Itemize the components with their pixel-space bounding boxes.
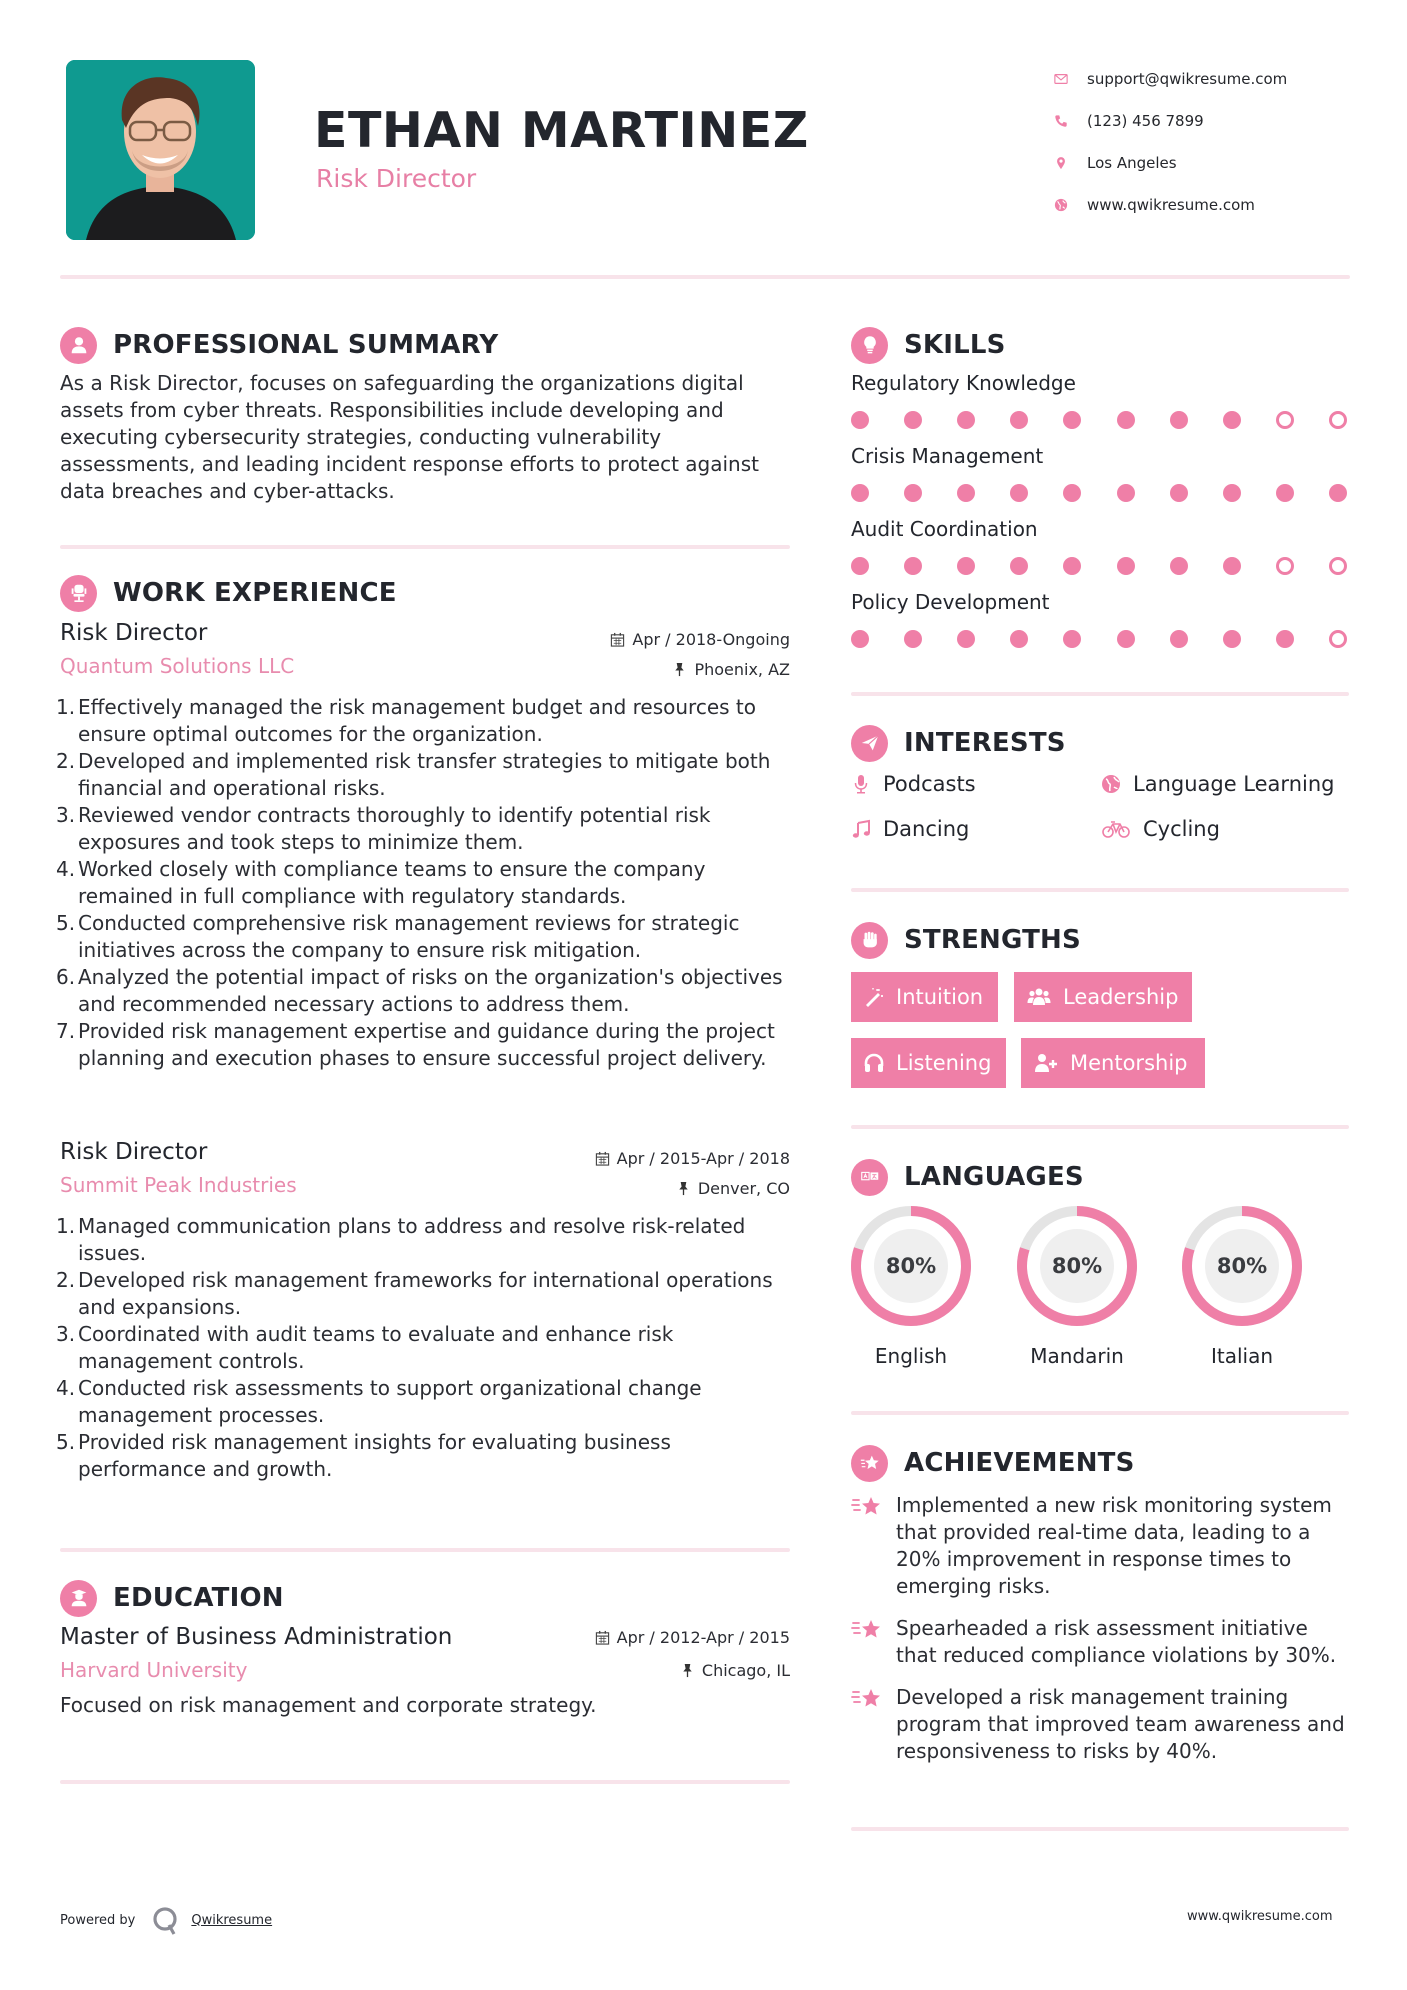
skill-item bbox=[851, 443, 1347, 516]
pushpin-icon bbox=[676, 1181, 691, 1196]
rating-dot-filled bbox=[1329, 484, 1347, 502]
duty-item: Conducted risk assessments to support organizational change management processes. bbox=[78, 1376, 702, 1427]
duty-item: Analyzed the potential impact of risks on the organization's objectives and recommended necessary actions to address them. bbox=[78, 965, 783, 1016]
powered-by-text: Powered by bbox=[60, 1912, 136, 1928]
qwikresume-link[interactable]: Qwikresume bbox=[191, 1912, 273, 1928]
rating-dot-filled bbox=[904, 484, 922, 502]
summary-divider bbox=[60, 545, 790, 549]
duty-item: Coordinated with audit teams to evaluate and enhance risk management controls. bbox=[78, 1322, 674, 1373]
contact-phone[interactable] bbox=[1054, 100, 1287, 142]
education-location bbox=[680, 1661, 790, 1680]
rating-dot-filled bbox=[904, 630, 922, 648]
job-duties bbox=[60, 1213, 790, 1483]
rating-dot-filled bbox=[904, 557, 922, 575]
contact-location-text: Los Angeles bbox=[1087, 154, 1177, 172]
rating-dot-filled bbox=[1170, 557, 1188, 575]
rating-dot-filled bbox=[1063, 411, 1081, 429]
education-title: EDUCATION bbox=[113, 1583, 284, 1613]
language-item bbox=[1181, 1205, 1303, 1368]
interest-item bbox=[851, 770, 1101, 797]
interest-label: Cycling bbox=[1143, 816, 1220, 841]
rating-dot-filled bbox=[957, 411, 975, 429]
translate-icon bbox=[851, 1159, 888, 1196]
duty-item: Effectively managed the risk management budget and resources to ensure optimal outcomes for the organization. bbox=[78, 695, 756, 746]
rating-dot-filled bbox=[1223, 484, 1241, 502]
lightbulb-icon bbox=[851, 327, 888, 364]
rating-dot-filled bbox=[1223, 557, 1241, 575]
achievement-item bbox=[851, 1615, 1351, 1669]
rating-dot-filled bbox=[1223, 411, 1241, 429]
rating-dot-filled bbox=[1276, 484, 1294, 502]
job-dates bbox=[610, 630, 790, 649]
pushpin-icon bbox=[680, 1663, 695, 1678]
skill-rating bbox=[851, 543, 1347, 589]
job-entry bbox=[60, 1139, 790, 1483]
strength-chip-listening bbox=[851, 1038, 1006, 1088]
job-duties bbox=[60, 694, 790, 1072]
duty-item: Conducted comprehensive risk management reviews for strategic initiatives across the company to ensure risk mitigation. bbox=[78, 911, 740, 962]
education-dates-text: Apr / 2012-Apr / 2015 bbox=[616, 1628, 790, 1647]
rating-dot-filled bbox=[1276, 630, 1294, 648]
graduate-icon bbox=[60, 1580, 97, 1617]
rating-dot-filled bbox=[851, 411, 869, 429]
candidate-name: ETHAN MARTINEZ bbox=[314, 102, 809, 159]
summary-heading bbox=[60, 325, 498, 365]
envelope-icon bbox=[1054, 72, 1068, 86]
interests-divider bbox=[851, 888, 1349, 892]
rating-dot-filled bbox=[904, 411, 922, 429]
headphones-icon bbox=[863, 1052, 885, 1074]
rating-dot-filled bbox=[957, 557, 975, 575]
languages-title: LANGUAGES bbox=[904, 1162, 1084, 1192]
rating-dot-filled bbox=[851, 484, 869, 502]
experience-divider bbox=[60, 1548, 790, 1552]
language-name: English bbox=[874, 1344, 948, 1368]
microphone-icon bbox=[851, 774, 871, 794]
music-note-icon bbox=[851, 819, 871, 839]
job-location-text: Denver, CO bbox=[697, 1179, 790, 1198]
skill-item bbox=[851, 589, 1347, 662]
rating-dot-filled bbox=[957, 630, 975, 648]
skill-name: Policy Development bbox=[851, 590, 1050, 614]
footer-powered-by bbox=[60, 1905, 272, 1935]
job-role: Risk Director bbox=[60, 1139, 208, 1165]
education-heading bbox=[60, 1578, 284, 1618]
duty-item: Provided risk management expertise and guidance during the project planning and execution phases to ensure successful project delivery. bbox=[78, 1019, 775, 1070]
experience-title: WORK EXPERIENCE bbox=[113, 578, 397, 608]
achievement-text: Implemented a new risk monitoring system that provided real-time data, leading to a 20% improvement in response times to emerging risks. bbox=[896, 1493, 1332, 1598]
calendar-icon bbox=[610, 632, 625, 647]
job-dates bbox=[595, 1149, 790, 1168]
degree: Master of Business Administration bbox=[60, 1624, 453, 1650]
contact-website-text: www.qwikresume.com bbox=[1087, 196, 1255, 214]
map-pin-icon bbox=[1054, 156, 1068, 170]
language-progress-ring bbox=[850, 1205, 972, 1327]
rating-dot-filled bbox=[1117, 630, 1135, 648]
skills-heading bbox=[851, 325, 1006, 365]
shooting-star-icon bbox=[851, 1617, 883, 1645]
rating-dot-empty bbox=[1276, 557, 1294, 575]
experience-heading bbox=[60, 573, 397, 613]
skill-name: Audit Coordination bbox=[851, 517, 1038, 541]
skill-name: Crisis Management bbox=[851, 444, 1044, 468]
contact-email-text: support@qwikresume.com bbox=[1087, 70, 1288, 88]
job-entry bbox=[60, 620, 790, 1072]
profile-photo bbox=[66, 60, 255, 240]
rating-dot-filled bbox=[1170, 411, 1188, 429]
education-location-text: Chicago, IL bbox=[701, 1661, 790, 1680]
users-icon bbox=[1026, 986, 1052, 1008]
language-progress-ring bbox=[1016, 1205, 1138, 1327]
rating-dot-empty bbox=[1329, 630, 1347, 648]
rating-dot-empty bbox=[1329, 557, 1347, 575]
contact-website[interactable] bbox=[1054, 184, 1287, 226]
rating-dot-empty bbox=[1329, 411, 1347, 429]
language-name: Mandarin bbox=[1030, 1344, 1124, 1368]
language-progress-ring bbox=[1181, 1205, 1303, 1327]
rating-dot-filled bbox=[1010, 484, 1028, 502]
job-location bbox=[672, 660, 790, 679]
paper-plane-icon bbox=[851, 725, 888, 762]
rating-dot-filled bbox=[1117, 557, 1135, 575]
achievement-item bbox=[851, 1684, 1351, 1765]
strength-chip-mentorship bbox=[1021, 1038, 1205, 1088]
language-percent: 80% bbox=[1216, 1254, 1268, 1278]
rating-dot-filled bbox=[1010, 557, 1028, 575]
job-company: Quantum Solutions LLC bbox=[60, 654, 295, 678]
skill-rating bbox=[851, 397, 1347, 443]
language-percent: 80% bbox=[1051, 1254, 1103, 1278]
contact-location bbox=[1054, 142, 1287, 184]
interests-heading bbox=[851, 723, 1066, 763]
strength-label: Listening bbox=[896, 1051, 992, 1075]
globe-icon bbox=[1054, 198, 1068, 212]
interest-item bbox=[1101, 815, 1351, 842]
rating-dot-filled bbox=[1170, 484, 1188, 502]
language-item bbox=[850, 1205, 972, 1368]
rating-dot-filled bbox=[1223, 630, 1241, 648]
strength-label: Intuition bbox=[896, 985, 984, 1009]
achievement-item bbox=[851, 1492, 1351, 1600]
achievements-divider bbox=[851, 1827, 1349, 1831]
rating-dot-filled bbox=[1063, 484, 1081, 502]
footer-website[interactable]: www.qwikresume.com bbox=[1187, 1909, 1333, 1924]
header-divider bbox=[60, 275, 1350, 279]
strength-chip-leadership bbox=[1014, 972, 1192, 1022]
skill-rating bbox=[851, 470, 1347, 516]
language-percent: 80% bbox=[885, 1254, 937, 1278]
rating-dot-filled bbox=[957, 484, 975, 502]
skill-item bbox=[851, 516, 1347, 589]
duty-item: Developed risk management frameworks for international operations and expansions. bbox=[78, 1268, 773, 1319]
achievement-text: Spearheaded a risk assessment initiative that reduced compliance violations by 30%. bbox=[896, 1616, 1337, 1667]
rating-dot-filled bbox=[851, 557, 869, 575]
job-role: Risk Director bbox=[60, 620, 208, 646]
strengths-title: STRENGTHS bbox=[904, 925, 1081, 955]
skill-rating bbox=[851, 616, 1347, 662]
user-plus-icon bbox=[1033, 1052, 1059, 1074]
rating-dot-filled bbox=[1063, 630, 1081, 648]
languages-divider bbox=[851, 1411, 1349, 1415]
contact-list bbox=[1054, 58, 1287, 226]
job-location-text: Phoenix, AZ bbox=[694, 660, 790, 679]
skill-name: Regulatory Knowledge bbox=[851, 371, 1076, 395]
calendar-icon bbox=[595, 1630, 610, 1645]
rating-dot-filled bbox=[1170, 630, 1188, 648]
languages-heading bbox=[851, 1157, 1084, 1197]
achievement-text: Developed a risk management training program that improved team awareness and responsiveness to risks by 40%. bbox=[896, 1685, 1345, 1763]
interests-list bbox=[851, 770, 1351, 842]
job-company: Summit Peak Industries bbox=[60, 1173, 297, 1197]
phone-icon bbox=[1054, 114, 1068, 128]
language-item bbox=[1016, 1205, 1138, 1368]
strength-label: Mentorship bbox=[1070, 1051, 1188, 1075]
achievements-list bbox=[851, 1492, 1351, 1780]
rating-dot-filled bbox=[1063, 557, 1081, 575]
school: Harvard University bbox=[60, 1658, 248, 1682]
pushpin-icon bbox=[672, 662, 687, 677]
rating-dot-filled bbox=[1117, 411, 1135, 429]
interest-item bbox=[1101, 770, 1351, 797]
duty-item: Worked closely with compliance teams to ensure the company remained in full compliance with regulatory standards. bbox=[78, 857, 706, 908]
duty-item: Managed communication plans to address and resolve risk-related issues. bbox=[78, 1214, 746, 1265]
education-divider bbox=[60, 1780, 790, 1784]
skills-divider bbox=[851, 692, 1349, 696]
duty-item: Provided risk management insights for evaluating business performance and growth. bbox=[78, 1430, 671, 1481]
rating-dot-filled bbox=[1010, 411, 1028, 429]
skill-item bbox=[851, 370, 1347, 443]
candidate-title: Risk Director bbox=[316, 164, 477, 193]
education-dates bbox=[595, 1628, 790, 1647]
user-icon bbox=[60, 327, 97, 364]
interest-label: Podcasts bbox=[883, 771, 976, 796]
strengths-divider bbox=[851, 1125, 1349, 1129]
fist-icon bbox=[851, 922, 888, 959]
education-description: Focused on risk management and corporate strategy. bbox=[60, 1693, 597, 1717]
bicycle-icon bbox=[1101, 819, 1131, 839]
magic-wand-icon bbox=[863, 986, 885, 1008]
education-entry bbox=[60, 1624, 790, 1719]
interests-title: INTERESTS bbox=[904, 728, 1066, 758]
contact-phone-text: (123) 456 7899 bbox=[1087, 112, 1204, 130]
interest-label: Language Learning bbox=[1133, 771, 1335, 796]
job-dates-text: Apr / 2018-Ongoing bbox=[632, 630, 790, 649]
skills-list bbox=[851, 370, 1347, 662]
language-name: Italian bbox=[1210, 1344, 1274, 1368]
achievements-heading bbox=[851, 1443, 1135, 1483]
job-dates-text: Apr / 2015-Apr / 2018 bbox=[616, 1149, 790, 1168]
shooting-star-icon bbox=[851, 1686, 883, 1714]
globe-icon bbox=[1101, 774, 1121, 794]
achievements-title: ACHIEVEMENTS bbox=[904, 1448, 1135, 1478]
contact-email[interactable] bbox=[1054, 58, 1287, 100]
rating-dot-filled bbox=[1117, 484, 1135, 502]
calendar-icon bbox=[595, 1151, 610, 1166]
rating-dot-filled bbox=[1010, 630, 1028, 648]
strength-label: Leadership bbox=[1063, 985, 1179, 1009]
strength-chip-intuition bbox=[851, 972, 998, 1022]
duty-item: Reviewed vendor contracts thoroughly to identify potential risk exposures and took steps to minimize them. bbox=[78, 803, 711, 854]
interest-item bbox=[851, 815, 1101, 842]
shooting-star-icon bbox=[851, 1494, 883, 1522]
office-chair-icon bbox=[60, 575, 97, 612]
star-badge-icon bbox=[851, 1445, 888, 1482]
strengths-heading bbox=[851, 920, 1081, 960]
job-location bbox=[676, 1179, 790, 1198]
rating-dot-empty bbox=[1276, 411, 1294, 429]
summary-title: PROFESSIONAL SUMMARY bbox=[113, 330, 499, 360]
summary-text: As a Risk Director, focuses on safeguarding the organizations digital assets from cyber threats. Responsibilities include developing and executing cybersecurity strategies, conducting vulnerability assessments, and leading incident response efforts to protect against data breaches and cyber-attacks. bbox=[60, 371, 759, 503]
duty-item: Developed and implemented risk transfer strategies to mitigate both financial and operational risks. bbox=[78, 749, 771, 800]
rating-dot-filled bbox=[851, 630, 869, 648]
qwikresume-logo-icon bbox=[151, 1905, 181, 1935]
skills-title: SKILLS bbox=[904, 330, 1006, 360]
person-photo-icon bbox=[66, 60, 255, 240]
interest-label: Dancing bbox=[883, 816, 970, 841]
